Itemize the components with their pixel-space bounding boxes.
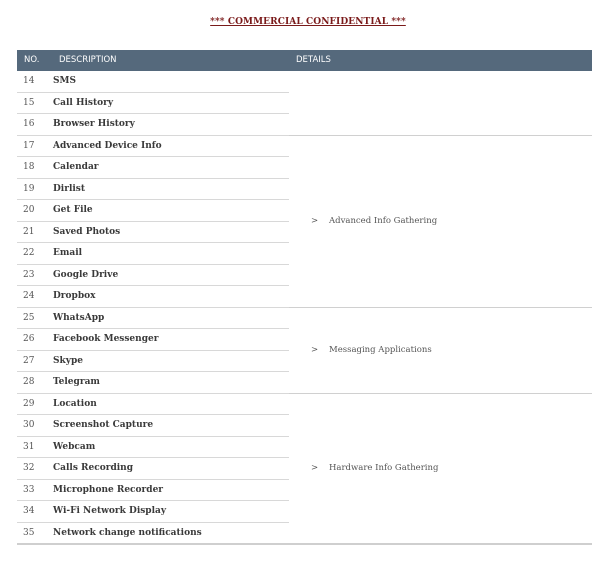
row-description: Calls Recording <box>53 458 289 480</box>
row-number: 21 <box>17 221 53 243</box>
group-label: Hardware Info Gathering <box>329 463 439 474</box>
row-number: 32 <box>17 458 53 480</box>
table-row <box>17 307 592 329</box>
details-group-advanced-info <box>289 135 592 307</box>
row-description: Webcam <box>53 436 289 458</box>
row-number: 24 <box>17 286 53 308</box>
row-description: Get File <box>53 200 289 222</box>
row-number: 27 <box>17 350 53 372</box>
row-description: Advanced Device Info <box>53 135 289 157</box>
row-description: Saved Photos <box>53 221 289 243</box>
row-description: SMS <box>53 70 289 92</box>
table-header-row <box>17 50 592 70</box>
row-number: 23 <box>17 264 53 286</box>
row-number: 19 <box>17 178 53 200</box>
table-row <box>17 135 592 157</box>
chevron-right-icon: > <box>311 345 319 355</box>
row-number: 26 <box>17 329 53 351</box>
row-description: Email <box>53 243 289 265</box>
row-description: Skype <box>53 350 289 372</box>
chevron-right-icon: > <box>311 216 319 226</box>
row-number: 29 <box>17 393 53 415</box>
row-number: 17 <box>17 135 53 157</box>
row-description: WhatsApp <box>53 307 289 329</box>
row-number: 31 <box>17 436 53 458</box>
group-label: Messaging Applications <box>329 345 432 355</box>
table-row <box>17 393 592 415</box>
row-description: Screenshot Capture <box>53 415 289 437</box>
confidential-heading: *** COMMERCIAL CONFIDENTIAL *** <box>210 17 406 27</box>
row-description: Calendar <box>53 157 289 179</box>
row-number: 34 <box>17 501 53 523</box>
row-description: Telegram <box>53 372 289 394</box>
table-row <box>17 70 592 92</box>
row-description: Dropbox <box>53 286 289 308</box>
details-group-messaging <box>289 307 592 393</box>
chevron-right-icon: > <box>311 463 319 474</box>
row-number: 20 <box>17 200 53 222</box>
column-header-no: NO. <box>17 50 53 70</box>
row-number: 30 <box>17 415 53 437</box>
row-number: 22 <box>17 243 53 265</box>
row-description: Microphone Recorder <box>53 479 289 501</box>
row-number: 35 <box>17 522 53 544</box>
row-number: 33 <box>17 479 53 501</box>
row-description: Location <box>53 393 289 415</box>
row-description: Google Drive <box>53 264 289 286</box>
row-number: 15 <box>17 92 53 114</box>
row-number: 28 <box>17 372 53 394</box>
row-description: Network change notifications <box>53 522 289 544</box>
row-description: Dirlist <box>53 178 289 200</box>
row-description: Wi-Fi Network Display <box>53 501 289 523</box>
details-cell-empty <box>289 70 592 135</box>
row-number: 14 <box>17 70 53 92</box>
column-header-details: DETAILS <box>289 50 592 70</box>
row-number: 16 <box>17 114 53 136</box>
details-group-hardware-info <box>289 393 592 544</box>
row-description: Call History <box>53 92 289 114</box>
column-header-description: DESCRIPTION <box>53 50 289 70</box>
row-description: Facebook Messenger <box>53 329 289 351</box>
row-description: Browser History <box>53 114 289 136</box>
row-number: 25 <box>17 307 53 329</box>
features-table <box>17 50 592 545</box>
group-label: Advanced Info Gathering <box>329 216 438 226</box>
row-number: 18 <box>17 157 53 179</box>
